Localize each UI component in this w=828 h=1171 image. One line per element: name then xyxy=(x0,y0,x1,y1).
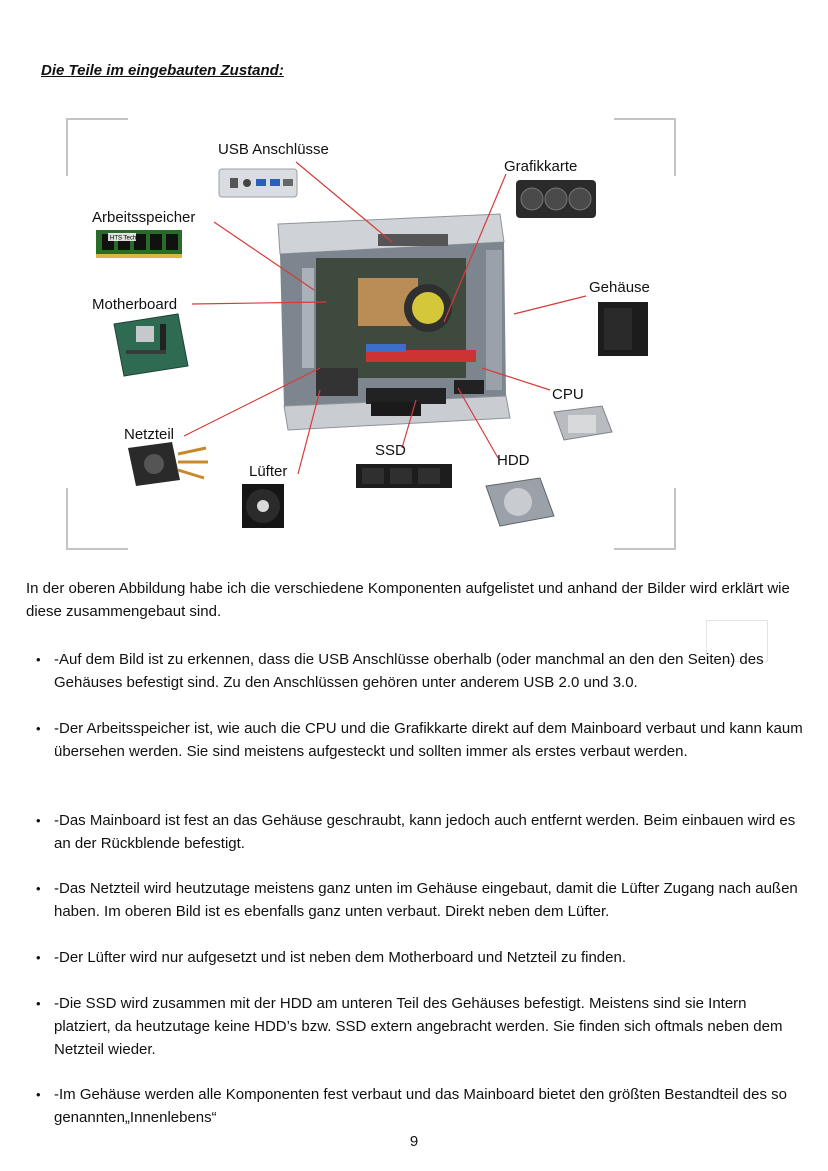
tower-case-photo xyxy=(598,302,648,356)
ram-photo xyxy=(96,230,182,258)
label-cpu: CPU xyxy=(552,386,584,403)
cpu-photo xyxy=(554,406,612,440)
list-item: • -Auf dem Bild ist zu erkennen, dass die USB Anschlüsse oberhalb (oder manchmal an den den Seiten) des Gehäuses befestigt sind. Zu den Anschlüssen gehören unter anderem USB 2.0 und 3.0. xyxy=(38,648,806,694)
hdd-photo xyxy=(486,478,554,526)
bullet-dot: • xyxy=(36,881,41,896)
label-motherboard: Motherboard xyxy=(92,296,178,313)
psu-photo xyxy=(128,442,208,486)
usb-ports-photo xyxy=(219,169,297,197)
label-netzteil: Netzteil xyxy=(124,426,175,443)
label-grafikkarte: Grafikkarte xyxy=(504,158,578,175)
figure-drawing xyxy=(66,118,678,550)
ssd-photo xyxy=(356,464,452,488)
label-luefter: Lüfter xyxy=(249,463,288,480)
bullet-dot: • xyxy=(36,996,41,1011)
list-item: • -Der Lüfter wird nur aufgesetzt und ist neben dem Motherboard und Netzteil zu finden. xyxy=(38,946,806,969)
list-item: • -Der Arbeitsspeicher ist, wie auch die CPU und die Grafikkarte direkt auf dem Mainboard verbaut und kann kaum übersehen werden. Sie sind meistens aufgesteckt und sollten immer als erstes verbaut werden. xyxy=(38,717,806,763)
fan-photo xyxy=(242,484,284,528)
motherboard-photo xyxy=(114,314,188,376)
bullet-dot: • xyxy=(36,1087,41,1102)
page-heading: Die Teile im eingebauten Zustand: xyxy=(41,62,284,79)
ram-sticker-text: HTS Tech xyxy=(110,235,137,242)
bullet-dot: • xyxy=(36,950,41,965)
label-usb: USB Anschlüsse xyxy=(218,141,329,158)
list-item: • -Das Netzteil wird heutzutage meistens ganz unten im Gehäuse eingebaut, damit die Lüfter Zugang nach außen haben. Im oberen Bild ist es ebenfalls ganz unten verbaut. Direkt neben dem Lüfter. xyxy=(38,877,806,923)
page-number: 9 xyxy=(409,1133,419,1150)
list-item: • -Die SSD wird zusammen mit der HDD am unteren Teil des Gehäuses befestigt. Meistens sind sie Intern platziert, da heutzutage keine HDD’s bzw. SSD extern angebracht werden. Sie finden sich oftmals neben dem Netzteil wieder. xyxy=(38,992,806,1061)
label-arbeitsspeicher: Arbeitsspeicher xyxy=(92,209,196,226)
graphics-card-photo xyxy=(516,180,596,218)
intro-paragraph: In der oberen Abbildung habe ich die verschiedene Komponenten aufgelistet und anhand der Bilder wird erklärt wie diese zusammengebaut sind. xyxy=(26,580,790,620)
components-figure xyxy=(66,118,678,550)
bullet-dot: • xyxy=(36,721,41,736)
label-hdd: HDD xyxy=(497,452,530,469)
list-item: • -Im Gehäuse werden alle Komponenten fest verbaut und das Mainboard bietet den größten Bestandteil des so genannten„Innenlebens“ xyxy=(38,1083,806,1129)
list-item: • -Das Mainboard ist fest an das Gehäuse geschraubt, kann jedoch auch entfernt werden. Beim einbauen wird es an der Rückblende befestigt. xyxy=(38,809,806,855)
bullet-dot: • xyxy=(36,652,41,667)
label-ssd: SSD xyxy=(375,442,406,459)
bullet-dot: • xyxy=(36,813,41,828)
label-gehaeuse: Gehäuse xyxy=(589,279,650,296)
